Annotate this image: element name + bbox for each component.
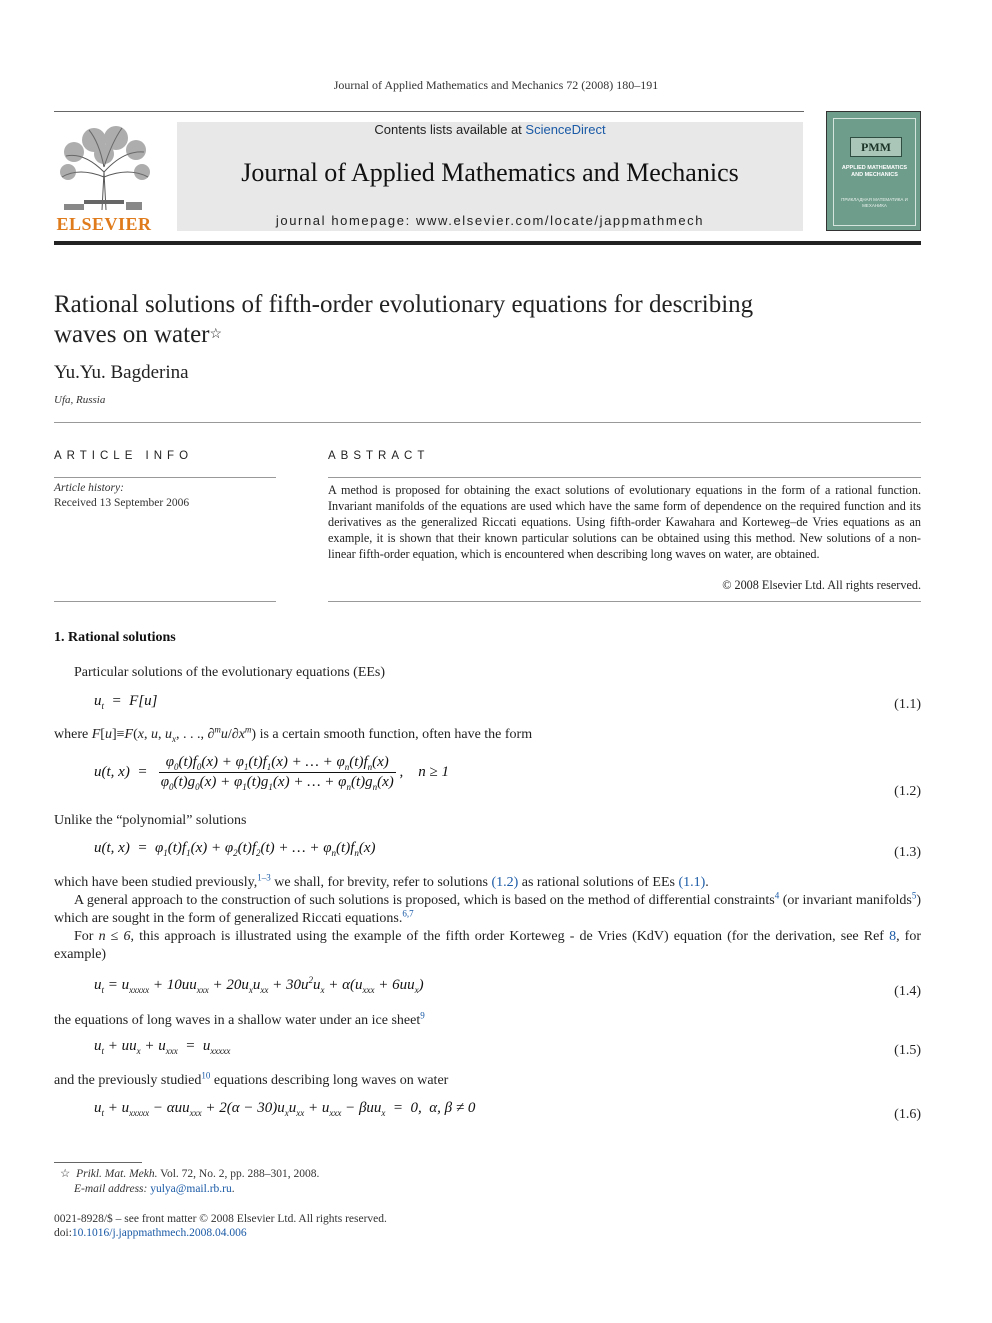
- section-title: 1. Rational solutions: [54, 630, 176, 645]
- paragraph-5-a: A general approach to the construction of such solutions is proposed, which is based on the method of differential constraints: [74, 893, 775, 908]
- equation-1-3: u(t, $x) = \varphi_1(t)f_1(x) + \varphi_2(t)f_2(t)$ + … + $\varphi_n(t)f_n(x)$: [94, 840, 376, 858]
- author-name: Yu.Yu. Bagderina: [54, 362, 189, 383]
- equation-1-5: $u_t + uu_x + u_{xxx} = u_{xxxxx}$: [94, 1038, 231, 1056]
- tree-icon: [54, 122, 154, 212]
- paragraph-2-text: is a certain smooth function, often have the form: [256, 727, 533, 742]
- equation-1-1: $u_t = F[u]$: [94, 693, 158, 711]
- footnote-star: [60, 1166, 319, 1180]
- footnote-rule: [54, 1162, 142, 1163]
- reference-9[interactable]: 9: [420, 1010, 425, 1021]
- abstract-heading: ABSTRACT: [328, 450, 430, 462]
- elsevier-logo[interactable]: [54, 122, 154, 234]
- equation-link-1-1[interactable]: (1.1): [678, 875, 706, 890]
- equation-1-6-condition: α, β ≠ 0: [429, 1100, 476, 1116]
- paragraph-3: Unlike the “polynomial” solutions: [54, 813, 247, 828]
- equation-1-2: u(t, x) = $\frac{\varphi_0(t)f_0(x) + \varphi_1(t)f_1(x) + \dots + \varphi_n(t)f_n(x)}{\varphi_0(t)g_0(x) + \varphi_1(t)g_1(x) + \dots + \varphi_n(t)g_n(x)}$ , n ≥ 1: [94, 754, 450, 792]
- abstract-rule-bottom: [328, 601, 921, 602]
- paragraph-6-condition: n ≤ 6: [98, 929, 131, 944]
- footnote-source: Prikl. Mat. Mekh.: [76, 1168, 158, 1180]
- history-received: Received 13 September 2006: [54, 497, 190, 509]
- abstract-text: A method is proposed for obtaining the exact solutions of evolutionary equations in the form of a rational function. Invariant manifolds of the equations are used which have the same form of dependence on the required function and its derivatives as the generalized Riccati equations. Using fifth-order Kawahara and Korteweg–de Vries equations as an example, it is shown that their known particular solutions can be obtained using this method. New solutions of a non-linear fifth-order equation, which is encountered when describing long waves on water, are obtained.: [328, 483, 921, 561]
- reference-4[interactable]: 4: [774, 890, 780, 901]
- paragraph-6-c: , for example): [54, 929, 922, 962]
- title-footnote-star[interactable]: ☆: [209, 327, 223, 342]
- article-info-heading: ARTICLE INFO: [54, 450, 194, 462]
- contents-prefix: Contents lists available at: [374, 122, 526, 137]
- equation-number-1-3: (1.3): [894, 845, 921, 860]
- abstract-rule-top: [328, 477, 921, 478]
- info-rule-top: [54, 477, 276, 478]
- cover-subtitle: ПРИКЛАДНАЯ МАТЕМАТИКА И МЕХАНИКА: [841, 197, 908, 208]
- footnote-email: [74, 1183, 235, 1195]
- issn-line: 0021-8928/$ – see front matter © 2008 Elsevier Ltd. All rights reserved.: [54, 1213, 387, 1225]
- paragraph-5: [54, 892, 921, 928]
- paragraph-6-b: , this approach is illustrated using the example of the fifth order Korteweg - de Vries (KdV) equation (for the derivation, see Ref: [130, 929, 890, 944]
- paragraph-7: [54, 1012, 425, 1030]
- header-rule: [54, 111, 804, 112]
- doi-link[interactable]: 10.1016/j.jappmathmech.2008.04.006: [71, 1227, 247, 1239]
- journal-homepage[interactable]: journal homepage: www.elsevier.com/locate/jappmathmech: [275, 213, 705, 228]
- elsevier-wordmark: ELSEVIER: [56, 214, 152, 234]
- equation-number-1-2: (1.2): [894, 784, 921, 799]
- equation-1-6: $u_t + u_{xxxxx} - \alpha uu_{xxx} + 2(\alpha - 30)u_xu_{xx} + u_{xxx} - \beta uu_x = 0$, α, β ≠ 0: [94, 1100, 476, 1118]
- journal-cover[interactable]: [826, 111, 921, 231]
- author-rule: [54, 422, 921, 423]
- footnote-star-symbol: ☆: [60, 1168, 71, 1180]
- email-end: .: [231, 1183, 235, 1195]
- paragraph-5-c: ) which are sought in the form of generalized Riccati equations.: [54, 893, 921, 926]
- equation-number-1-1: (1.1): [894, 697, 921, 712]
- paragraph-4-a: which have been studied previously,: [54, 875, 258, 890]
- article-title: [54, 290, 754, 350]
- cover-badge: PMM: [850, 137, 902, 157]
- cover-title: APPLIED MATHEMATICS AND MECHANICS: [841, 165, 908, 178]
- reference-6-7[interactable]: 6,7: [402, 908, 414, 919]
- paragraph-2-math: where F[u]≡F(x, u, $u_x$, . . ., $\partial^mu/\partial x^m$): [54, 724, 257, 744]
- paragraph-6: [54, 928, 921, 964]
- paragraph-8-a: and the previously studied: [54, 1073, 202, 1088]
- reference-8[interactable]: 8: [889, 929, 897, 944]
- paragraph-8: [54, 1072, 448, 1090]
- cover-frame: [833, 118, 916, 226]
- paragraph-8-b: equations describing long waves on water: [210, 1073, 449, 1088]
- paragraph-4-b: we shall, for brevity, refer to solutions: [270, 875, 492, 890]
- reference-10[interactable]: 10: [201, 1070, 211, 1081]
- paragraph-5-b: (or invariant manifolds: [779, 893, 912, 908]
- paragraph-7-text: the equations of long waves in a shallow water under an ice sheet: [54, 1013, 421, 1028]
- equation-number-1-4: (1.4): [894, 984, 921, 999]
- paragraph-6-a: For: [74, 929, 99, 944]
- history-label: Article history:: [54, 482, 124, 494]
- email-label: E-mail address:: [74, 1183, 151, 1195]
- doi-line: [54, 1227, 247, 1239]
- equation-number-1-6: (1.6): [894, 1107, 921, 1122]
- equation-1-4: $u_t = u_{xxxxx} + 10uu_{xxx} + 20u_xu_{xx} + 30u^2u_x + \alpha(u_{xxx} + 6uu_x)$: [94, 975, 424, 995]
- journal-citation: Journal of Applied Mathematics and Mechanics 72 (2008) 180–191: [333, 78, 659, 92]
- paragraph-4-d: .: [705, 875, 709, 890]
- email-link[interactable]: yulya@mail.rb.ru: [150, 1183, 232, 1195]
- paragraph-4: [54, 874, 709, 892]
- journal-title: Journal of Applied Mathematics and Mechanics: [241, 158, 739, 187]
- contents-line: [177, 122, 803, 137]
- paragraph-2: [54, 726, 532, 744]
- info-rule-bottom: [54, 601, 276, 602]
- reference-5[interactable]: 5: [911, 890, 917, 901]
- paragraph-1: Particular solutions of the evolutionary equations (EEs): [74, 665, 386, 680]
- equation-1-2-fraction: $\frac{\varphi_0(t)f_0(x) + \varphi_1(t)f_1(x) + \dots + \varphi_n(t)f_n(x)}{\varphi_0(t)g_0(x) + \varphi_1(t)g_1(x) + \dots + \varphi_n(t)g_n(x)}$: [160, 754, 394, 792]
- equation-1-2-condition: n ≥ 1: [418, 764, 450, 780]
- footnote-details: Vol. 72, No. 2, pp. 288–301, 2008.: [157, 1168, 320, 1180]
- doi-label: doi:: [54, 1227, 72, 1239]
- article-title-text: Rational solutions of fifth-order evolutionary equations for describing waves on water: [54, 291, 754, 348]
- affiliation: Ufa, Russia: [54, 394, 106, 406]
- header-thick-rule: [54, 241, 921, 245]
- journal-banner: [177, 122, 803, 231]
- sciencedirect-link[interactable]: ScienceDirect: [525, 122, 606, 137]
- equation-link-1-2[interactable]: (1.2): [491, 875, 519, 890]
- equation-number-1-5: (1.5): [894, 1043, 921, 1058]
- abstract-copyright: © 2008 Elsevier Ltd. All rights reserved.: [722, 578, 921, 592]
- paragraph-4-c: as rational solutions of EEs: [518, 875, 679, 890]
- reference-1-3[interactable]: 1–3: [257, 872, 271, 883]
